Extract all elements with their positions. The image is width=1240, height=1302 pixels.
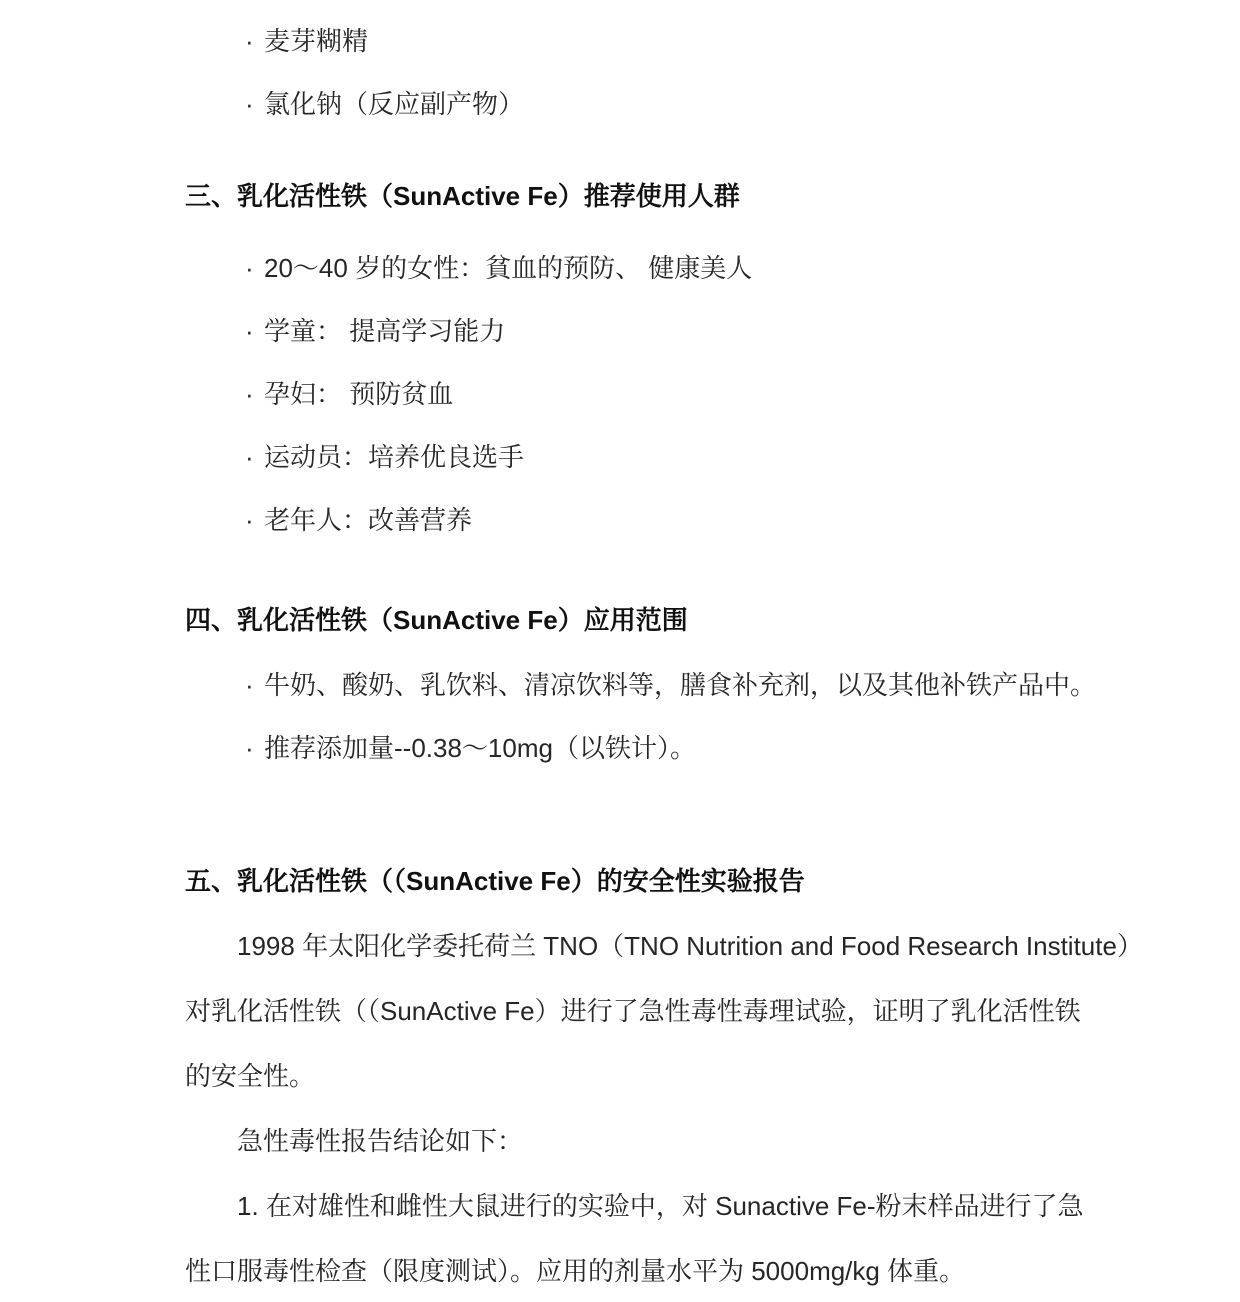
conclusion-intro-line: 急性毒性报告结论如下： bbox=[237, 1126, 524, 1156]
list-item bbox=[185, 654, 1200, 717]
list-item-text: 推荐添加量--0.38～10mg（以铁计）。 bbox=[264, 733, 696, 763]
paragraph-line: 对乳化活性铁（（SunActive Fe）进行了急性毒性毒理试验，证明了乳化活性铁 bbox=[185, 996, 1081, 1026]
paragraph-line: 1998 年太阳化学委托荷兰 TNO（TNO Nutrition and Food Research Institute） bbox=[237, 931, 1143, 961]
section-heading: 三、乳化活性铁（SunActive Fe）推荐使用人群 bbox=[185, 181, 740, 211]
bullet-icon: · bbox=[245, 253, 254, 283]
list-item-text: 牛奶、酸奶、乳饮料、清凉饮料等，膳食补充剂，以及其他补铁产品中。 bbox=[264, 670, 1097, 700]
list-item bbox=[185, 363, 1200, 426]
list-item bbox=[185, 300, 1200, 363]
bullet-icon: · bbox=[245, 442, 254, 472]
list-item bbox=[185, 73, 1200, 136]
safety-report-paragraph bbox=[185, 914, 1200, 1109]
ingredient-list bbox=[185, 10, 1200, 136]
list-item bbox=[185, 10, 1200, 73]
application-list bbox=[185, 654, 1200, 780]
section-application-scope bbox=[185, 589, 1200, 780]
list-item-text: 孕妇： 预防贫血 bbox=[264, 379, 454, 409]
list-item-text: 老年人：改善营养 bbox=[264, 505, 473, 535]
section-heading: 五、乳化活性铁（（SunActive Fe）的安全性实验报告 bbox=[185, 866, 805, 896]
list-item-text: 氯化钠（反应副产物） bbox=[264, 89, 525, 119]
list-item-text: 20～40 岁的女性：貧血的预防、 健康美人 bbox=[264, 253, 753, 283]
section-safety-report bbox=[185, 849, 1200, 1302]
paragraph-line: 性口服毒性检查（限度测试）。应用的剂量水平为 5000mg/kg 体重。 bbox=[185, 1256, 966, 1286]
bullet-icon: · bbox=[245, 733, 254, 763]
list-item bbox=[185, 489, 1200, 552]
list-item bbox=[185, 717, 1200, 780]
bullet-icon: · bbox=[245, 316, 254, 346]
list-item-text: 学童： 提高学习能力 bbox=[264, 316, 506, 346]
list-item-text: 麦芽糊精 bbox=[264, 26, 369, 56]
bullet-icon: · bbox=[245, 670, 254, 700]
section-heading: 四、乳化活性铁（SunActive Fe）应用范围 bbox=[185, 605, 688, 635]
list-item-text: 运动员：培养优良选手 bbox=[264, 442, 525, 472]
bullet-icon: · bbox=[245, 89, 254, 119]
paragraph-line: 1. 在对雄性和雌性大鼠进行的实验中，对 Sunactive Fe-粉末样品进行了急 bbox=[237, 1191, 1084, 1221]
bullet-icon: · bbox=[245, 505, 254, 535]
list-item bbox=[185, 426, 1200, 489]
list-item bbox=[185, 237, 1200, 300]
bullet-icon: · bbox=[245, 26, 254, 56]
paragraph-line: 的安全性。 bbox=[185, 1061, 316, 1091]
recommended-users-list bbox=[185, 237, 1200, 552]
section-recommended-users bbox=[185, 165, 1200, 552]
bullet-icon: · bbox=[245, 379, 254, 409]
conclusion-item-paragraph bbox=[185, 1174, 1200, 1302]
